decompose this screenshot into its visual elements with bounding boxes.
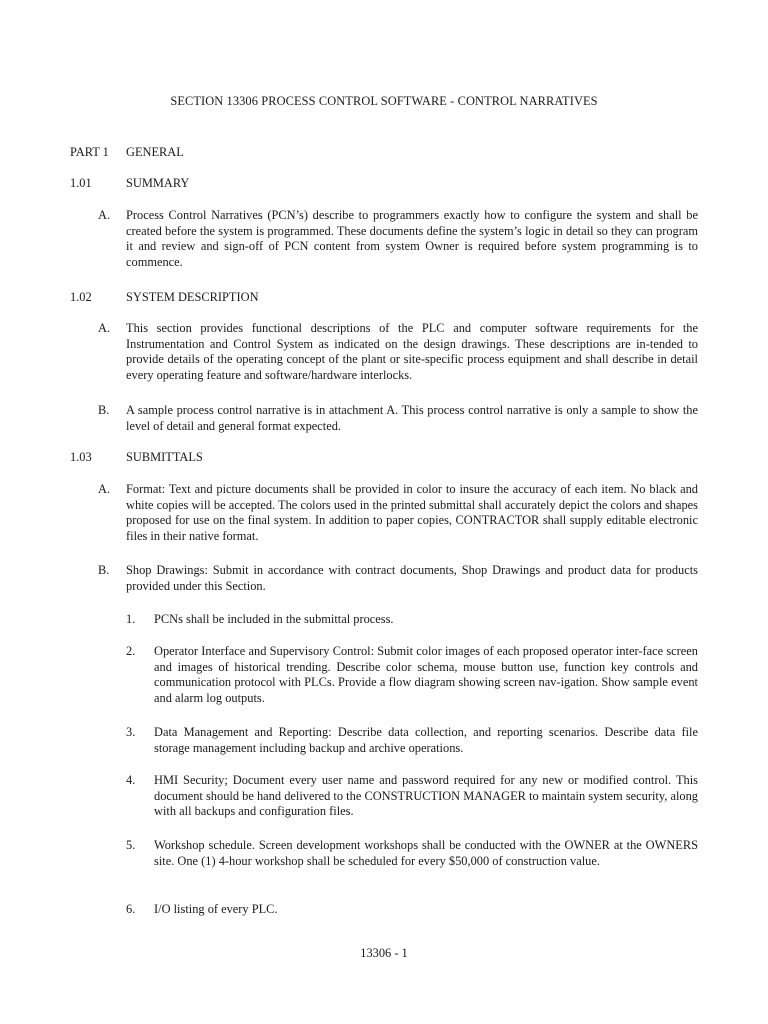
- list-item-text: Workshop schedule. Screen development workshops shall be conducted with the OWNER at the OWNERS site. One (1) 4-hour workshop shall be scheduled for every $50,000 of construction value.: [154, 838, 698, 868]
- paragraph-text: This section provides functional descriptions of the PLC and computer software requirements for the Instrumentation and Control System as indicated on the design drawings. These descriptions are in-tended to provide details of the operating concept of the plant or site-specific process equipment and shall describe in detail every operating feature and software/hardware interlocks.: [126, 321, 698, 382]
- paragraph-text: Format: Text and picture documents shall be provided in color to insure the accuracy of each item. No black and white copies will be accepted. The colors used in the printed submittal shall accurately depict the colors and shapes proposed for use on the final system. In addition to paper copies, CONTRACTOR shall supply editable electronic files in their native format.: [126, 482, 698, 543]
- list-item-number: 6.: [126, 902, 136, 916]
- page-number: 13306 - 1: [360, 946, 408, 960]
- list-item-text: Operator Interface and Supervisory Control: Submit color images of each proposed operator inter-face screen and images of historical trending. Describe color schema, mouse button use, function key controls and communication protocol with PLCs. Provide a flow diagram showing screen nav-igation. Show sample event and alarm log outputs.: [154, 644, 698, 705]
- list-item-number: 2.: [126, 644, 136, 658]
- part-number: PART 1: [70, 145, 109, 159]
- article-title: SUMMARY: [126, 176, 190, 190]
- list-item-number: 5.: [126, 838, 136, 852]
- list-item-text: HMI Security; Document every user name and password required for any new or modified control. This document should be hand delivered to the CONSTRUCTION MANAGER to maintain system security, along with all backups and configuration files.: [154, 773, 698, 818]
- list-item-number: 3.: [126, 725, 136, 739]
- paragraph-letter: B.: [98, 403, 110, 417]
- list-item-number: 1.: [126, 612, 136, 626]
- part-title: GENERAL: [126, 145, 184, 159]
- paragraph-letter: A.: [98, 208, 111, 222]
- article-title: SUBMITTALS: [126, 450, 203, 464]
- paragraph-text: Process Control Narratives (PCN’s) describe to programmers exactly how to configure the system and shall be created before the system is programmed. These documents define the system’s logic in detail so they can program it and review and sign-off of PCN content from system Owner is required before system programming is to commence.: [126, 208, 698, 269]
- article-number: 1.03: [70, 450, 92, 464]
- paragraph-letter: A.: [98, 482, 111, 496]
- paragraph-text: A sample process control narrative is in attachment A. This process control narrative is only a sample to show the level of detail and general format expected.: [126, 403, 698, 433]
- section-title: SECTION 13306 PROCESS CONTROL SOFTWARE - CONTROL NARRATIVES: [170, 94, 598, 108]
- list-item-text: I/O listing of every PLC.: [154, 902, 278, 916]
- article-title: SYSTEM DESCRIPTION: [126, 290, 259, 304]
- article-number: 1.02: [70, 290, 92, 304]
- list-item-text: Data Management and Reporting: Describe data collection, and reporting scenarios. Describe data file storage management including backup and archive operations.: [154, 725, 698, 755]
- list-item-number: 4.: [126, 773, 136, 787]
- paragraph-text: Shop Drawings: Submit in accordance with contract documents, Shop Drawings and product data for products provided under this Section.: [126, 563, 698, 593]
- paragraph-letter: A.: [98, 321, 111, 335]
- paragraph-letter: B.: [98, 563, 110, 577]
- article-number: 1.01: [70, 176, 92, 190]
- list-item-text: PCNs shall be included in the submittal process.: [154, 612, 394, 626]
